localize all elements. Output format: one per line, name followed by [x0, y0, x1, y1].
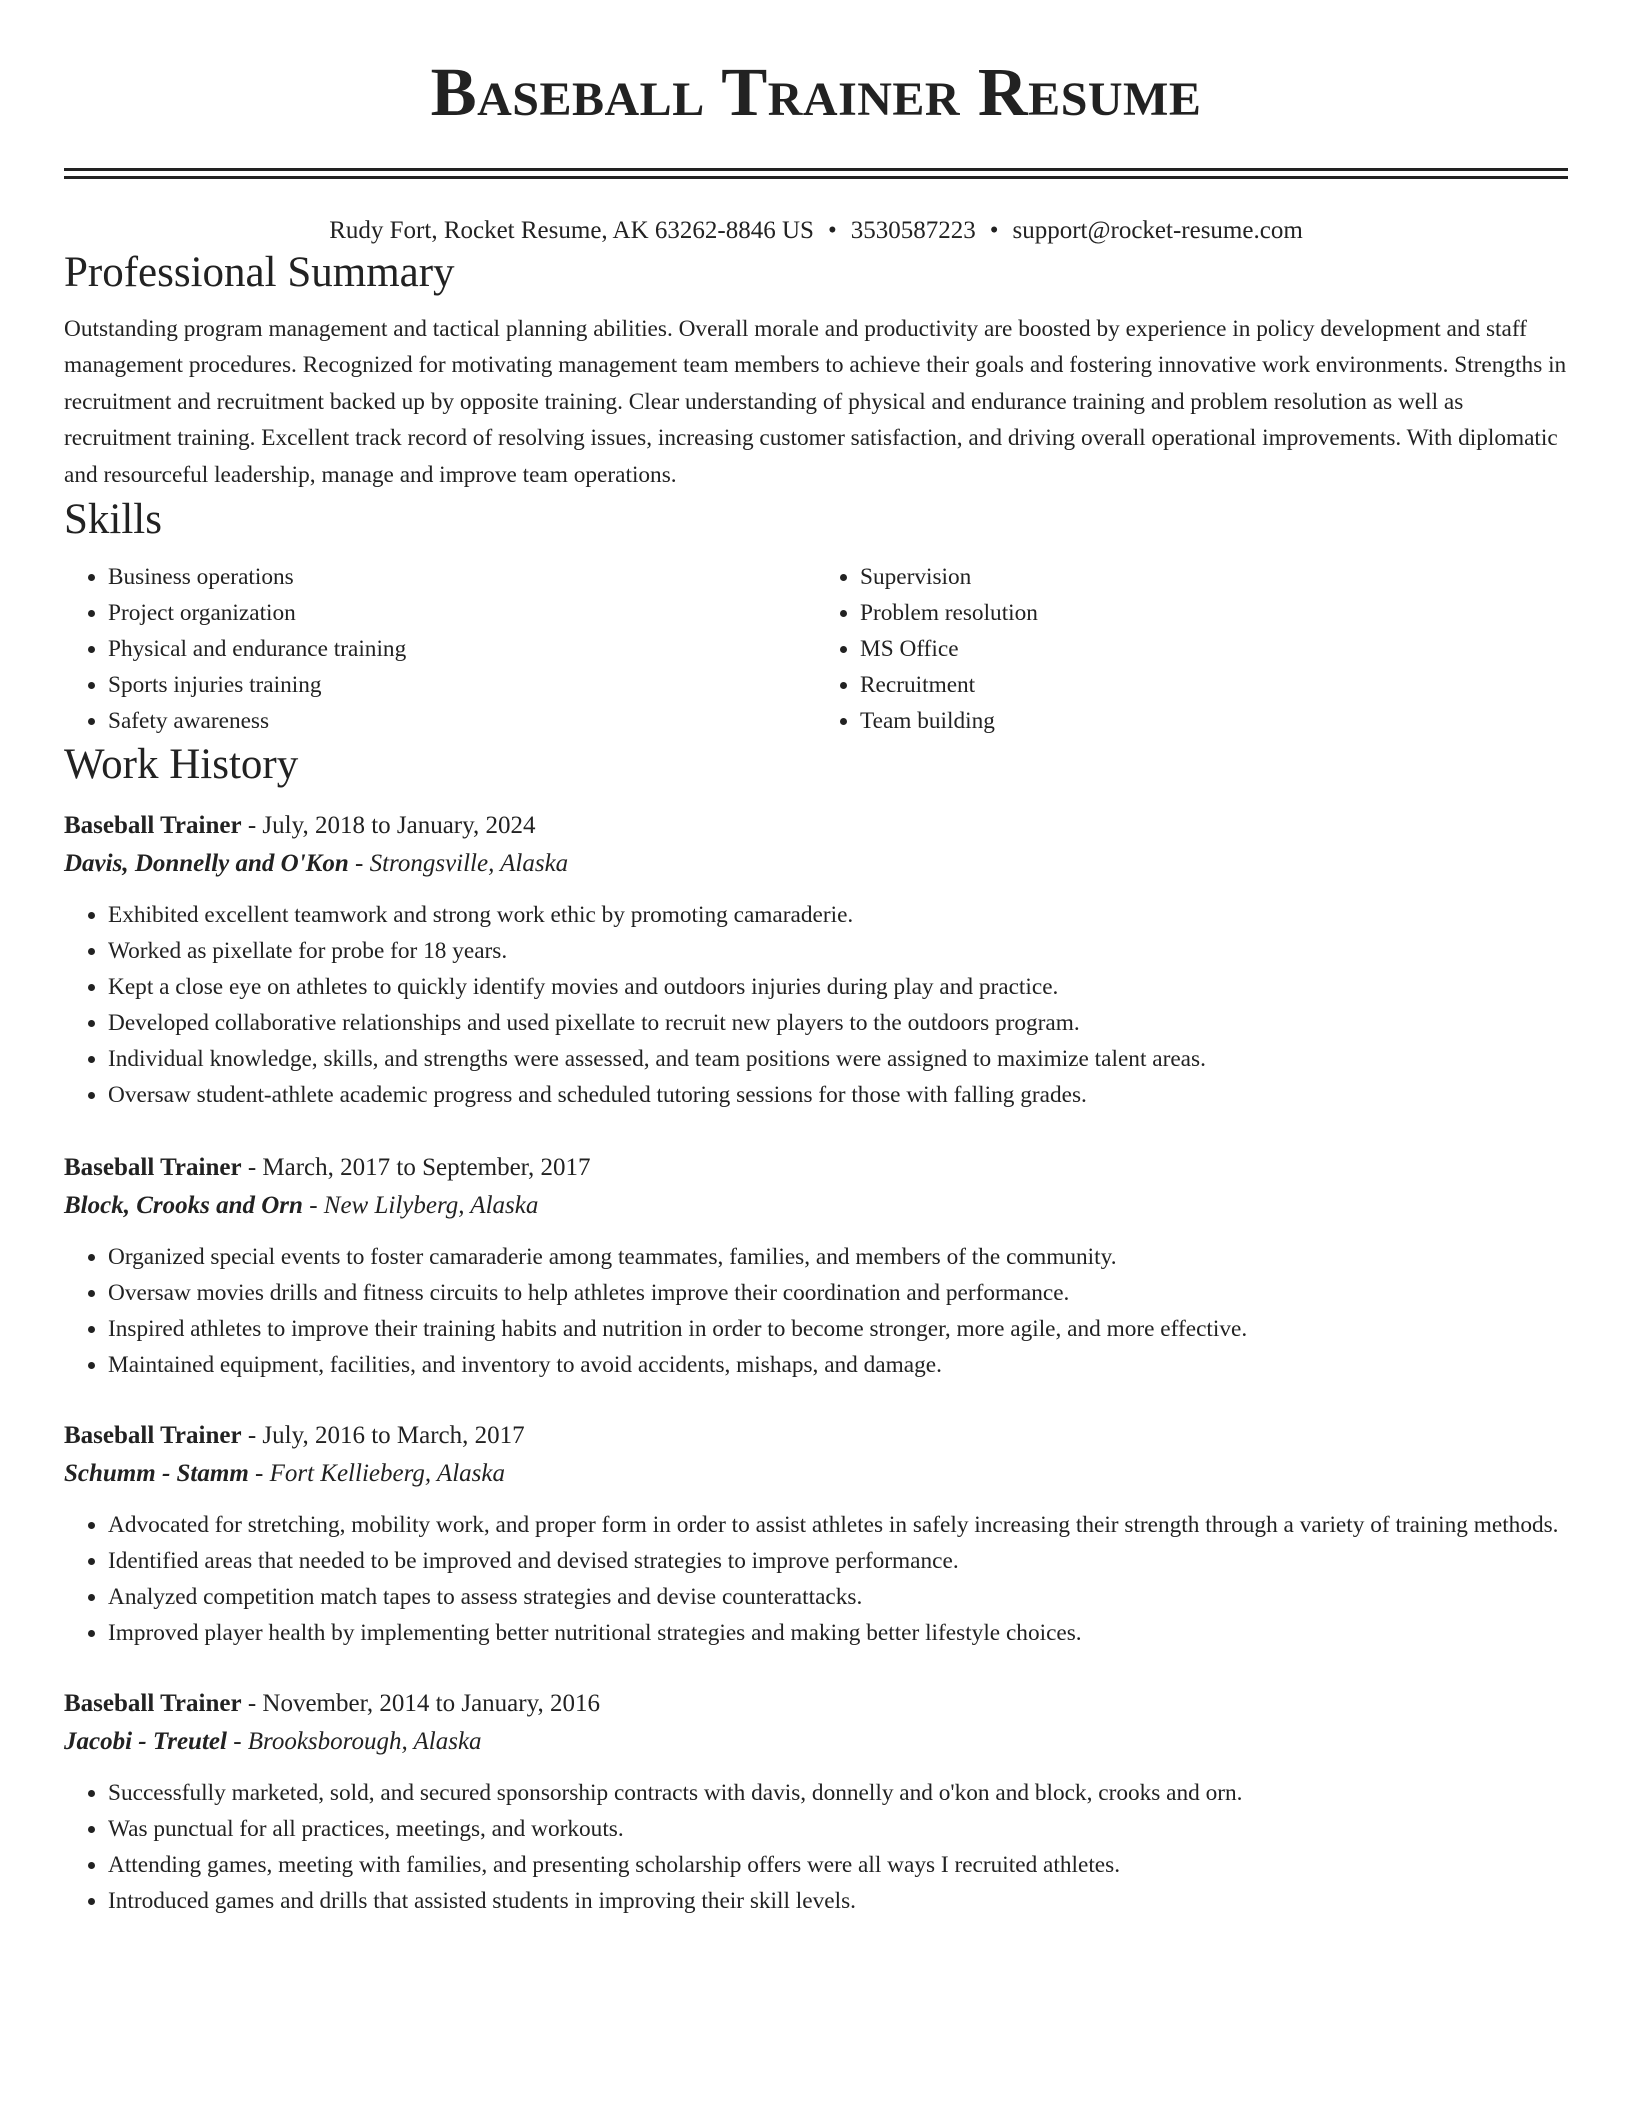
job-company-line — [64, 1455, 1568, 1493]
job-title: Baseball Trainer — [64, 811, 242, 839]
job-bullet: • Analyzed competition match tapes to assess strategies and devise counterattacks. — [108, 1579, 1568, 1615]
job-title-line — [64, 1417, 1568, 1455]
skill-item: • Physical and endurance training — [108, 631, 816, 667]
job-entry — [64, 1685, 1568, 1919]
job-company: Schumm - Stamm — [64, 1459, 249, 1487]
job-title-line — [64, 1685, 1568, 1723]
skills-column-left — [64, 559, 816, 739]
skill-item: • Recruitment — [860, 667, 1568, 703]
job-entry — [64, 1149, 1568, 1383]
job-title: Baseball Trainer — [64, 1689, 242, 1717]
job-bullet: • Exhibited excellent teamwork and strong work ethic by promoting camaraderie. — [108, 897, 1568, 933]
job-bullet: • Introduced games and drills that assisted students in improving their skill levels. — [108, 1883, 1568, 1919]
job-bullet: • Kept a close eye on athletes to quickly identify movies and outdoors injuries during play and practice. — [108, 969, 1568, 1005]
job-bullets — [64, 897, 1568, 1113]
job-bullet: • Developed collaborative relationships and used pixellate to recruit new players to the outdoors program. — [108, 1005, 1568, 1041]
job-location: - Brooksborough, Alaska — [226, 1727, 482, 1755]
job-bullet: • Inspired athletes to improve their training habits and nutrition in order to become stronger, more agile, and more effective. — [108, 1311, 1568, 1347]
job-title-line — [64, 1149, 1568, 1187]
job-bullets — [64, 1775, 1568, 1919]
job-bullet: • Oversaw student-athlete academic progress and scheduled tutoring sessions for those with falling grades. — [108, 1077, 1568, 1113]
skills-column-right — [816, 559, 1568, 739]
skill-item: • Business operations — [108, 559, 816, 595]
job-company: Davis, Donnelly and O'Kon — [64, 849, 349, 877]
job-bullet: • Organized special events to foster camaraderie among teammates, families, and members of the community. — [108, 1239, 1568, 1275]
job-entry — [64, 1417, 1568, 1651]
job-bullets — [64, 1239, 1568, 1383]
skill-item: • Project organization — [108, 595, 816, 631]
skill-item: • Supervision — [860, 559, 1568, 595]
skills-heading: Skills — [64, 495, 162, 543]
job-bullet: • Individual knowledge, skills, and strengths were assessed, and team positions were assigned to maximize talent areas. — [108, 1041, 1568, 1077]
job-bullets — [64, 1507, 1568, 1651]
job-company: Jacobi - Treutel — [64, 1727, 227, 1755]
job-entry — [64, 807, 1568, 1113]
job-dates: - March, 2017 to September, 2017 — [241, 1153, 591, 1181]
summary-heading: Professional Summary — [64, 249, 455, 296]
contact-separator: • — [827, 217, 837, 244]
job-title: Baseball Trainer — [64, 1421, 242, 1449]
job-company-line — [64, 845, 1568, 883]
job-company: Block, Crooks and Orn — [64, 1191, 303, 1219]
skill-item: • Problem resolution — [860, 595, 1568, 631]
contact-separator: • — [989, 217, 999, 244]
job-company-line — [64, 1723, 1568, 1761]
job-bullet: • Maintained equipment, facilities, and inventory to avoid accidents, mishaps, and damage. — [108, 1347, 1568, 1383]
job-dates: - July, 2018 to January, 2024 — [241, 811, 536, 839]
resume-title: Baseball Trainer Resume — [430, 54, 1202, 130]
job-title-line — [64, 807, 1568, 845]
contact-address: Rudy Fort, Rocket Resume, AK 63262-8846 US — [329, 217, 814, 244]
summary-text: Outstanding program management and tactical planning abilities. Overall morale and productivity are boosted by experience in policy development and staff management procedures. Recognized for motivating management team members to achieve their goals and fostering innovative work environments. Strengths in recruitment and recruitment backed up by opposite training. Clear understanding of physical and endurance training and problem resolution as well as recruitment training. Excellent track record of resolving issues, increasing customer satisfaction, and driving overall operational improvements. With diplomatic and resourceful leadership, manage and improve team operations. — [64, 315, 1567, 488]
skill-item: • Safety awareness — [108, 703, 816, 739]
job-dates: - November, 2014 to January, 2016 — [241, 1689, 600, 1717]
contact-line — [64, 215, 1568, 247]
title-divider — [64, 168, 1568, 179]
skill-item: • Sports injuries training — [108, 667, 816, 703]
contact-email: support@rocket-resume.com — [1012, 217, 1303, 244]
job-bullet: • Improved player health by implementing better nutritional strategies and making better lifestyle choices. — [108, 1615, 1568, 1651]
job-bullet: • Oversaw movies drills and fitness circuits to help athletes improve their coordination and performance. — [108, 1275, 1568, 1311]
job-dates: - July, 2016 to March, 2017 — [241, 1421, 525, 1449]
job-bullet: • Identified areas that needed to be improved and devised strategies to improve performance. — [108, 1543, 1568, 1579]
skill-item: • Team building — [860, 703, 1568, 739]
job-title: Baseball Trainer — [64, 1153, 242, 1181]
contact-phone: 3530587223 — [850, 217, 976, 244]
job-bullet: • Advocated for stretching, mobility work, and proper form in order to assist athletes in safely increasing their strength through a variety of training methods. — [108, 1507, 1568, 1543]
job-location: - New Lilyberg, Alaska — [302, 1191, 539, 1219]
skill-item: • MS Office — [860, 631, 1568, 667]
job-bullet: • Successfully marketed, sold, and secured sponsorship contracts with davis, donnelly and o'kon and block, crooks and orn. — [108, 1775, 1568, 1811]
job-company-line — [64, 1187, 1568, 1225]
job-bullet: • Worked as pixellate for probe for 18 years. — [108, 933, 1568, 969]
work-history-heading: Work History — [64, 741, 299, 789]
skills-list — [64, 559, 1568, 739]
job-bullet: • Was punctual for all practices, meetings, and workouts. — [108, 1811, 1568, 1847]
job-location: - Fort Kellieberg, Alaska — [248, 1459, 505, 1487]
job-bullet: • Attending games, meeting with families, and presenting scholarship offers were all ways I recruited athletes. — [108, 1847, 1568, 1883]
job-location: - Strongsville, Alaska — [348, 849, 569, 877]
